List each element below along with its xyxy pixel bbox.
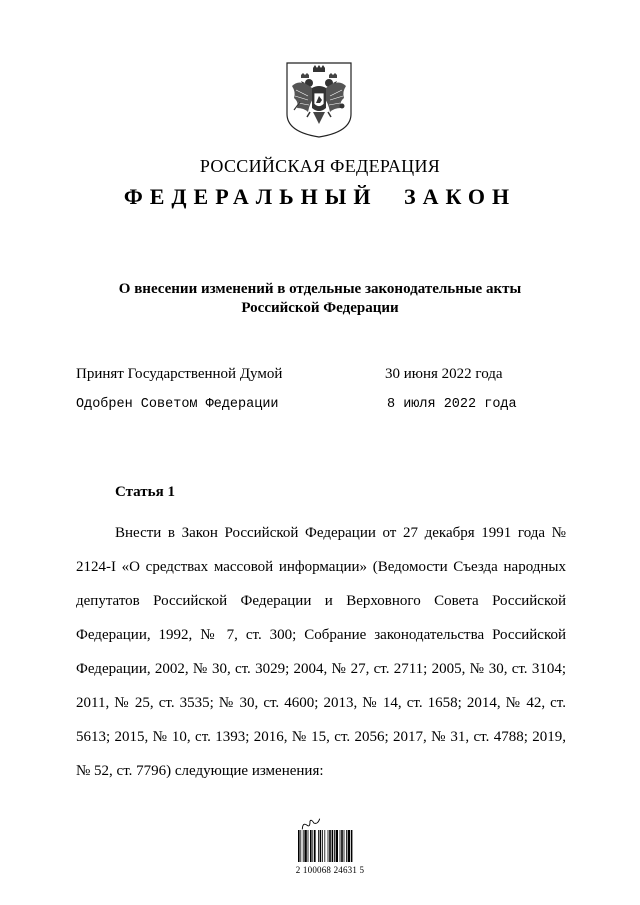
- law-title: О внесении изменений в отдельные законодательные акты Российской Федерации: [118, 281, 522, 316]
- barcode-bar: [310, 830, 312, 862]
- barcode-bar: [328, 830, 329, 862]
- barcode-bar: [334, 830, 335, 862]
- coat-of-arms-icon: [286, 62, 352, 138]
- barcode-bar: [308, 830, 309, 862]
- barcode-bar: [312, 830, 313, 862]
- barcode-bar: [303, 830, 304, 862]
- approved-date: 8 июля 2022 года: [387, 397, 517, 412]
- barcode-bar: [320, 830, 322, 862]
- barcode-bar: [322, 830, 323, 862]
- adopted-date: 30 июня 2022 года: [385, 366, 503, 382]
- approved-by-label: Одобрен Советом Федерации: [76, 397, 279, 412]
- barcode-number: 2 100068 24631 5: [295, 865, 365, 875]
- adopted-by-label: Принят Государственной Думой: [76, 366, 283, 382]
- barcode-bar: [298, 830, 300, 862]
- country-name: РОССИЙСКАЯ ФЕДЕРАЦИЯ: [199, 156, 441, 176]
- barcode-bar: [318, 830, 319, 862]
- barcode-bar: [344, 830, 345, 862]
- article-text: Внести в Закон Российской Федерации от 27 декабря 1991 года № 2124-I «О средствах массовой информации» (Ведомости Съезда народных депутатов Российской Федерации и Верховного Совета Российской Федерации, 1992, № 7, ст. 300; Собрание законодательства Российской Федерации, 2002, № 30, ст. 3029; 2004, № 27, ст. 2711; 2005, № 30, ст. 3104; 2011, № 25, ст. 3535; № 30, ст. 4600; 2013, № 14, ст. 1658; 2014, № 42, ст. 5613; 2015, № 10, ст. 1393; 2016, № 15, ст. 2056; 2017, № 31, ст. 4788; 2019, № 52, ст. 7796) следующие изменения:: [76, 525, 566, 779]
- barcode-bar: [336, 830, 338, 862]
- article-heading: Статья 1: [115, 484, 175, 500]
- barcode-bars: [298, 830, 362, 862]
- barcode-bar: [332, 830, 334, 862]
- barcode-bar: [329, 830, 331, 862]
- barcode-bar: [314, 830, 316, 862]
- barcode-bar: [351, 830, 353, 862]
- barcode-bar: [341, 830, 343, 862]
- barcode-bar: [346, 830, 347, 862]
- barcode-bar: [304, 830, 306, 862]
- barcode-bar: [348, 830, 350, 862]
- document-type-heading: ФЕДЕРАЛЬНЫЙ ЗАКОН: [123, 184, 517, 209]
- barcode-bar: [324, 830, 325, 862]
- barcode-bar: [300, 830, 301, 862]
- barcode-bar: [340, 830, 341, 862]
